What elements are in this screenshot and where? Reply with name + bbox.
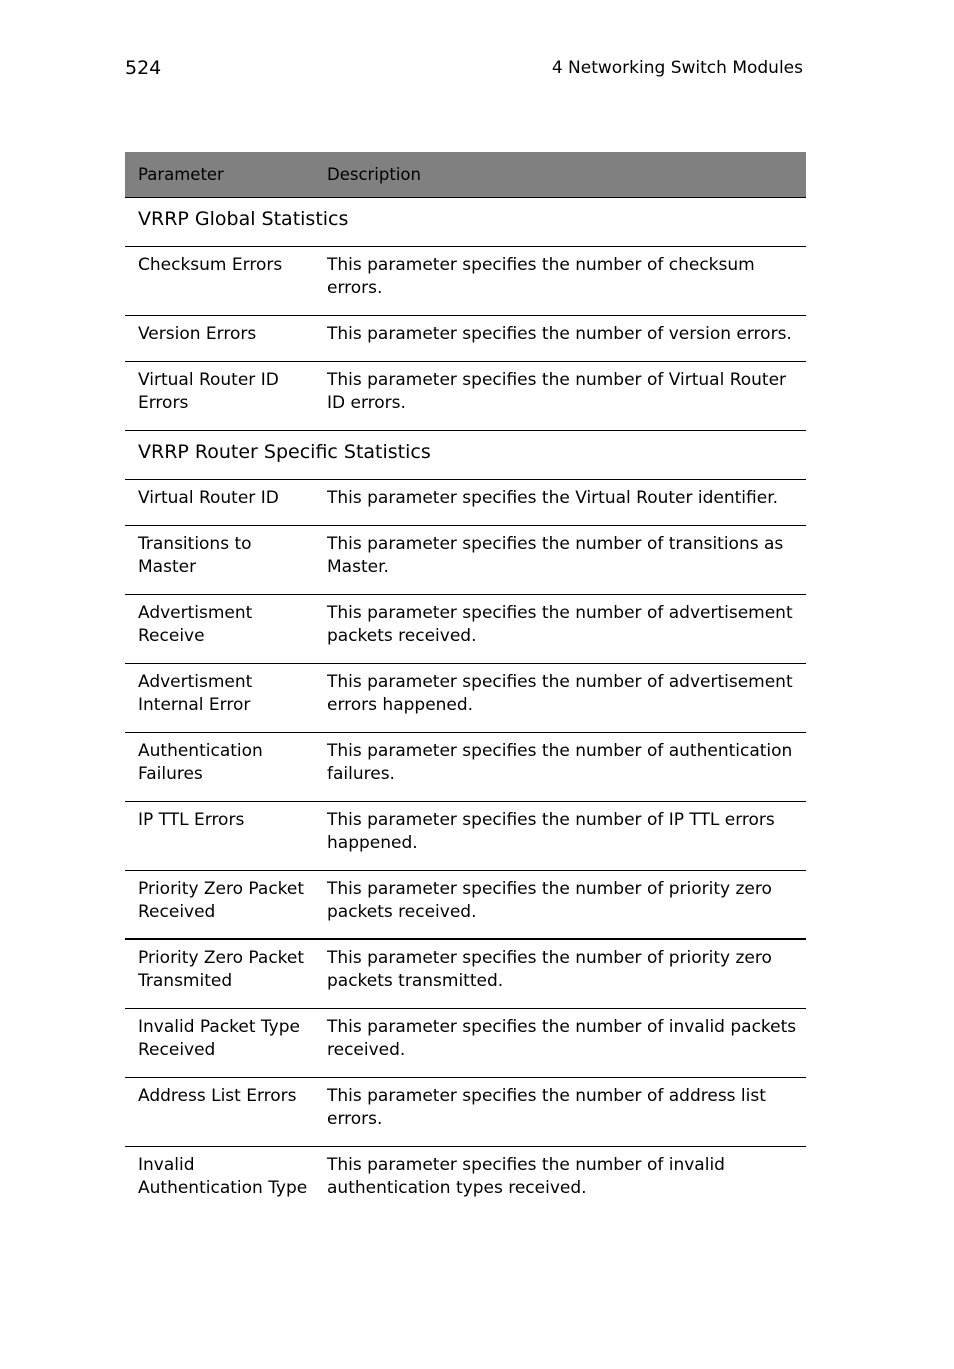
parameter-cell: Priority Zero Packet Transmited xyxy=(125,939,314,1008)
table-header-row xyxy=(125,152,806,197)
description-cell: This parameter specifies the number of priority zero packets transmitted. xyxy=(314,939,806,1008)
description-cell: This parameter specifies the Virtual Router identifier. xyxy=(314,479,806,525)
description-cell: This parameter specifies the number of advertisement errors happened. xyxy=(314,663,806,732)
table-row xyxy=(125,525,806,594)
section-title: VRRP Router Specific Statistics xyxy=(125,430,806,479)
description-cell: This parameter specifies the number of authentication failures. xyxy=(314,732,806,801)
parameter-cell: Virtual Router ID xyxy=(125,479,314,525)
parameter-cell: Advertisment Internal Error xyxy=(125,663,314,732)
table-row xyxy=(125,732,806,801)
table-row xyxy=(125,361,806,430)
description-cell: This parameter specifies the number of advertisement packets received. xyxy=(314,594,806,663)
parameter-cell: Address List Errors xyxy=(125,1077,314,1146)
table-row xyxy=(125,246,806,315)
table-row xyxy=(125,801,806,870)
table-row xyxy=(125,479,806,525)
description-cell: This parameter specifies the number of invalid authentication types received. xyxy=(327,1154,725,1198)
page-header xyxy=(125,55,803,81)
table-row xyxy=(125,1146,806,1226)
table-row xyxy=(125,663,806,732)
description-cell: This parameter specifies the number of checksum errors. xyxy=(314,246,806,315)
description-cell: This parameter specifies the number of priority zero packets received. xyxy=(314,870,806,939)
description-cell: This parameter specifies the number of IP TTL errors happened. xyxy=(314,801,806,870)
column-header-description: Description xyxy=(314,152,806,197)
description-cell: This parameter specifies the number of version errors. xyxy=(314,315,806,361)
table-row xyxy=(125,594,806,663)
table-row xyxy=(125,1077,806,1146)
chapter-title: 4 Networking Switch Modules xyxy=(551,58,803,78)
parameter-table xyxy=(125,152,806,1226)
section-title: VRRP Global Statistics xyxy=(125,197,806,246)
table-row xyxy=(125,315,806,361)
description-cell: This parameter specifies the number of Virtual Router ID errors. xyxy=(314,361,806,430)
column-header-parameter: Parameter xyxy=(125,152,314,197)
description-cell: This parameter specifies the number of address list errors. xyxy=(314,1077,806,1146)
parameter-cell: Virtual Router ID Errors xyxy=(125,361,314,430)
parameter-cell: Priority Zero Packet Received xyxy=(125,870,314,939)
description-cell: This parameter specifies the number of invalid packets received. xyxy=(314,1008,806,1077)
parameter-cell: Advertisment Receive xyxy=(125,594,314,663)
page-number: 524 xyxy=(125,57,162,79)
description-cell: This parameter specifies the number of transitions as Master. xyxy=(314,525,806,594)
section-header-row xyxy=(125,197,806,246)
parameter-cell: Authentication Failures xyxy=(125,732,314,801)
table-row xyxy=(125,939,806,1008)
table-row xyxy=(125,1008,806,1077)
table-row xyxy=(125,870,806,939)
parameter-cell: Transitions to Master xyxy=(125,525,314,594)
parameter-cell: Version Errors xyxy=(125,315,314,361)
parameter-cell: Invalid Packet Type Received xyxy=(125,1008,314,1077)
parameter-cell: Checksum Errors xyxy=(125,246,314,315)
section-header-row xyxy=(125,430,806,479)
parameter-cell: IP TTL Errors xyxy=(125,801,314,870)
parameter-cell: Invalid Authentication Type xyxy=(138,1154,308,1198)
